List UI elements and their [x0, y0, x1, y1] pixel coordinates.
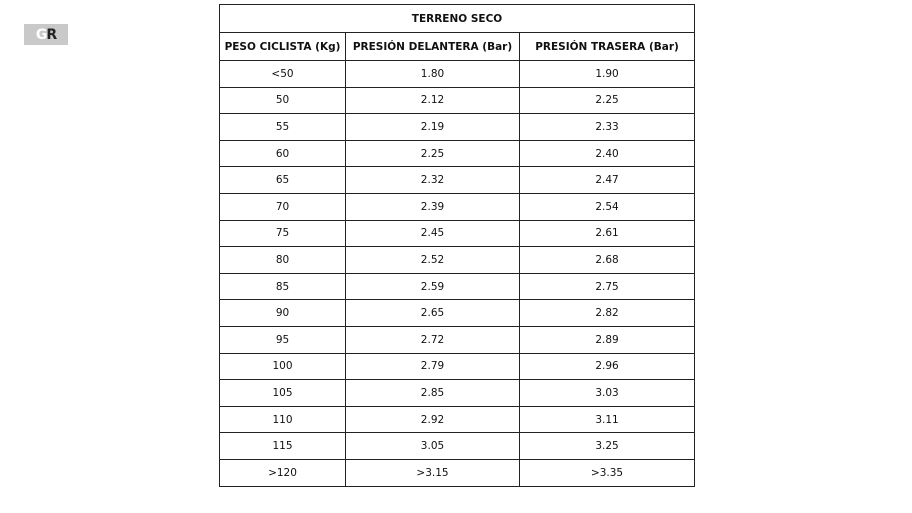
- front-pressure-cell: 2.65: [346, 300, 520, 327]
- weight-cell: 80: [220, 247, 346, 274]
- front-pressure-cell: 2.25: [346, 140, 520, 167]
- logo-letter-g: G: [35, 26, 47, 43]
- weight-cell: 70: [220, 193, 346, 220]
- front-pressure-cell: 2.52: [346, 247, 520, 274]
- rear-pressure-cell: 3.03: [520, 380, 695, 407]
- table-row: [220, 459, 695, 486]
- rear-pressure-cell: 2.75: [520, 273, 695, 300]
- weight-cell: <50: [220, 61, 346, 88]
- table-row: [220, 353, 695, 380]
- table-row: [220, 406, 695, 433]
- table-body: [220, 61, 695, 487]
- pressure-table: [219, 4, 695, 487]
- weight-cell: 95: [220, 326, 346, 353]
- weight-cell: 110: [220, 406, 346, 433]
- weight-cell: 105: [220, 380, 346, 407]
- rear-pressure-cell: >3.35: [520, 459, 695, 486]
- rear-pressure-cell: 2.89: [520, 326, 695, 353]
- rear-pressure-cell: 2.25: [520, 87, 695, 114]
- rear-pressure-cell: 1.90: [520, 61, 695, 88]
- rear-pressure-cell: 2.68: [520, 247, 695, 274]
- front-pressure-cell: 2.92: [346, 406, 520, 433]
- rear-pressure-cell: 2.40: [520, 140, 695, 167]
- table-title: TERRENO SECO: [220, 5, 695, 33]
- rear-pressure-cell: 3.25: [520, 433, 695, 460]
- table-row: [220, 247, 695, 274]
- table-row: [220, 167, 695, 194]
- table-row: [220, 326, 695, 353]
- weight-cell: 55: [220, 114, 346, 141]
- table-row: [220, 140, 695, 167]
- front-pressure-cell: 2.12: [346, 87, 520, 114]
- weight-cell: 75: [220, 220, 346, 247]
- front-pressure-cell: 3.05: [346, 433, 520, 460]
- column-header-weight: PESO CICLISTA (Kg): [220, 33, 346, 61]
- front-pressure-cell: >3.15: [346, 459, 520, 486]
- column-header-front-pressure: PRESIÓN DELANTERA (Bar): [346, 33, 520, 61]
- table-row: [220, 61, 695, 88]
- table-row: [220, 220, 695, 247]
- front-pressure-cell: 2.79: [346, 353, 520, 380]
- rear-pressure-cell: 3.11: [520, 406, 695, 433]
- weight-cell: >120: [220, 459, 346, 486]
- rear-pressure-cell: 2.61: [520, 220, 695, 247]
- front-pressure-cell: 2.39: [346, 193, 520, 220]
- table-title-row: [220, 5, 695, 33]
- weight-cell: 60: [220, 140, 346, 167]
- rear-pressure-cell: 2.33: [520, 114, 695, 141]
- front-pressure-cell: 2.32: [346, 167, 520, 194]
- rear-pressure-cell: 2.47: [520, 167, 695, 194]
- logo-letter-r: R: [46, 26, 57, 43]
- table-header-row: [220, 33, 695, 61]
- weight-cell: 90: [220, 300, 346, 327]
- table-row: [220, 114, 695, 141]
- front-pressure-cell: 2.59: [346, 273, 520, 300]
- rear-pressure-cell: 2.82: [520, 300, 695, 327]
- weight-cell: 50: [220, 87, 346, 114]
- weight-cell: 85: [220, 273, 346, 300]
- table-row: [220, 380, 695, 407]
- front-pressure-cell: 2.19: [346, 114, 520, 141]
- table-row: [220, 273, 695, 300]
- column-header-rear-pressure: PRESIÓN TRASERA (Bar): [520, 33, 695, 61]
- weight-cell: 65: [220, 167, 346, 194]
- table-row: [220, 433, 695, 460]
- front-pressure-cell: 2.85: [346, 380, 520, 407]
- table-row: [220, 87, 695, 114]
- front-pressure-cell: 2.45: [346, 220, 520, 247]
- rear-pressure-cell: 2.54: [520, 193, 695, 220]
- brand-logo: [24, 24, 68, 45]
- table-row: [220, 300, 695, 327]
- weight-cell: 100: [220, 353, 346, 380]
- table-row: [220, 193, 695, 220]
- weight-cell: 115: [220, 433, 346, 460]
- rear-pressure-cell: 2.96: [520, 353, 695, 380]
- front-pressure-cell: 2.72: [346, 326, 520, 353]
- front-pressure-cell: 1.80: [346, 61, 520, 88]
